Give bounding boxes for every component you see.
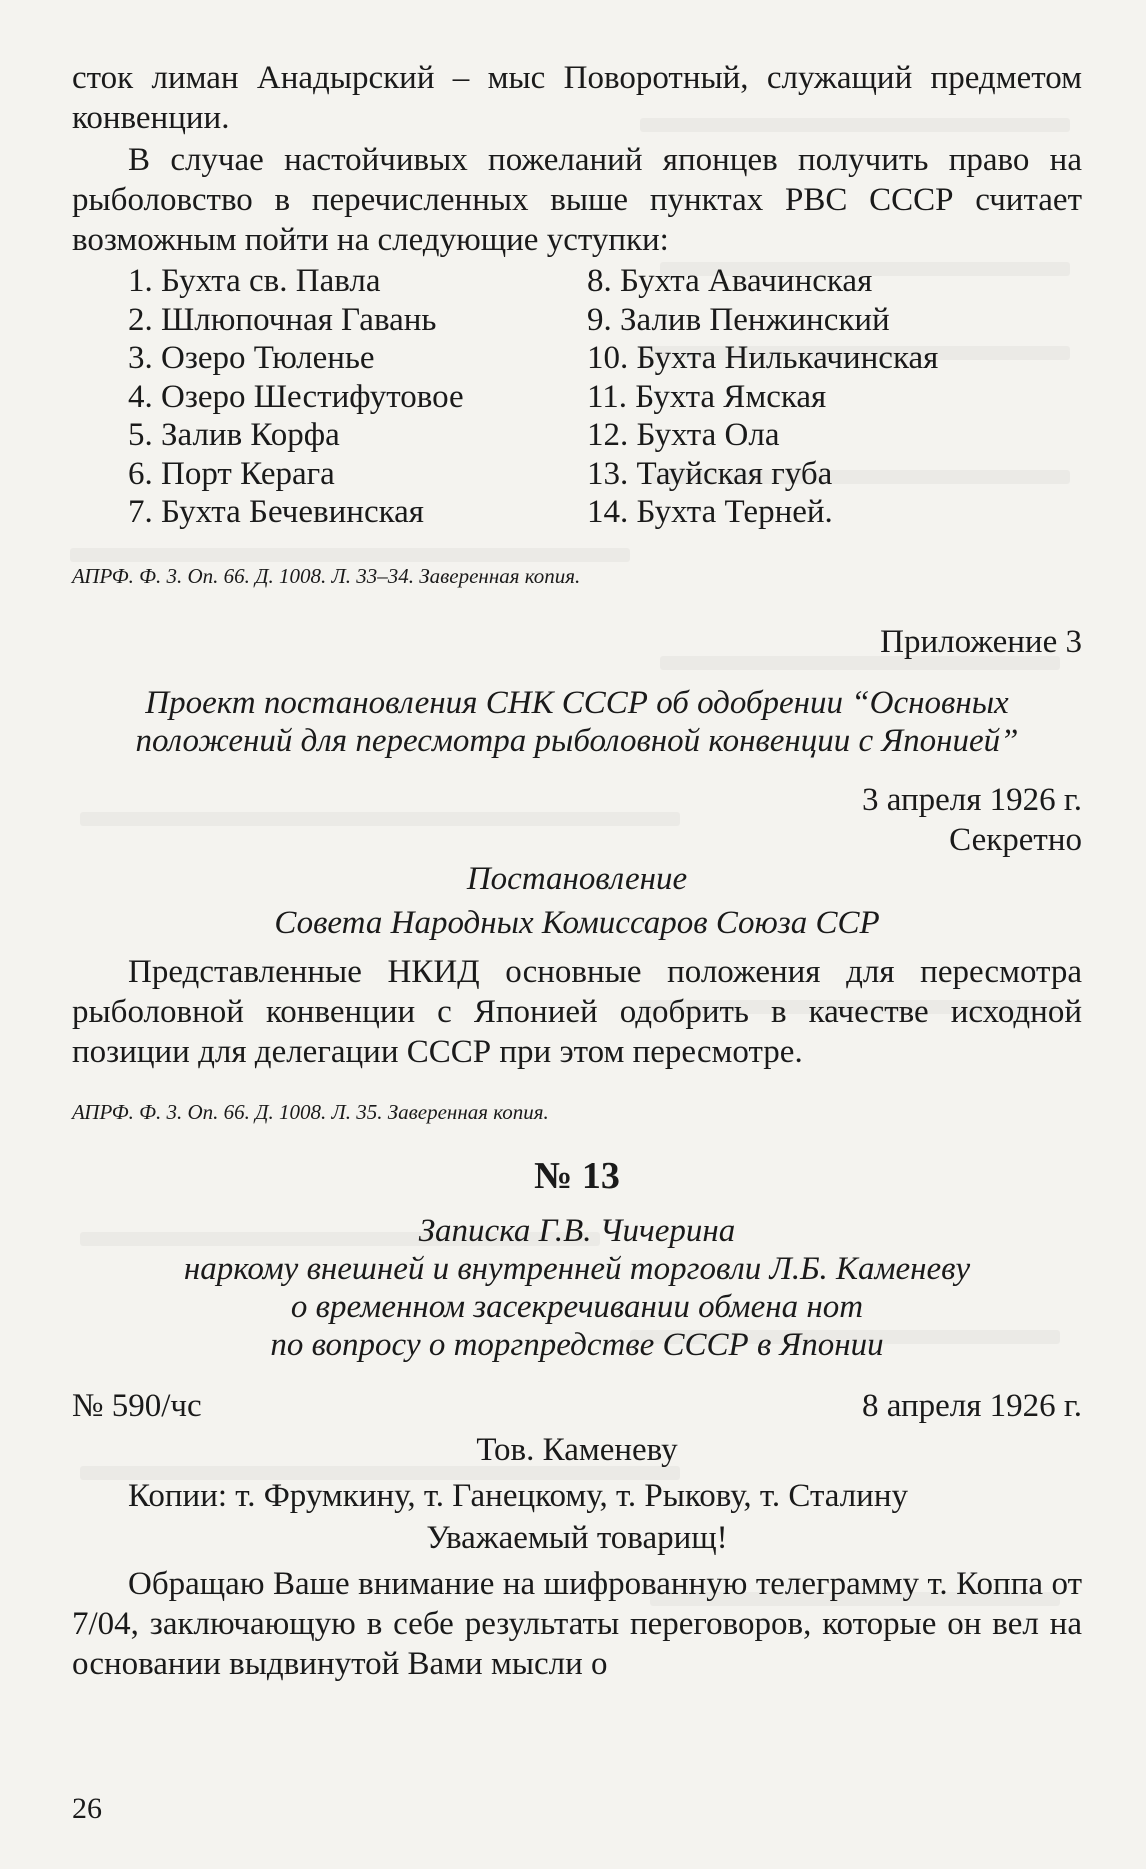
concessions-list <box>72 262 1082 532</box>
addressee: Тов. Каменеву <box>476 1431 678 1468</box>
list-item: 14. Бухта Терней. <box>587 494 833 530</box>
list-item: 8. Бухта Авачинская <box>587 263 873 299</box>
concessions-paragraph: В случае настойчивых пожеланий японцев получить право на рыболовство в перечисленных выше пунктах РВС СССР считает возможным пойти на следующие уступки: <box>72 142 1082 258</box>
appendix-label: Приложение 3 <box>880 623 1082 660</box>
appendix-secret-stamp: Секретно <box>949 821 1082 858</box>
list-item: 4. Озеро Шестифутовое <box>128 378 464 415</box>
copies-line: Копии: т. Фрумкину, т. Ганецкому, т. Рыкову, т. Сталину <box>128 1477 908 1514</box>
note-title-line: Записка Г.В. Чичерина <box>418 1212 736 1249</box>
concessions-list-right <box>587 262 1082 532</box>
source-citation-2: АПРФ. Ф. 3. Оп. 66. Д. 1008. Л. 35. Заверенная копия. <box>72 1099 549 1124</box>
salutation: Уважаемый товарищ! <box>426 1519 728 1556</box>
list-item: 5. Залив Корфа <box>128 417 340 453</box>
resolution-issuer: Совета Народных Комиссаров Союза ССР <box>274 904 880 941</box>
list-item: 13. Тауйская губа <box>587 455 833 492</box>
list-item: 11. Бухта Ямская <box>587 378 827 415</box>
document-number: № 13 <box>534 1154 620 1197</box>
source-citation-1: АПРФ. Ф. 3. Оп. 66. Д. 1008. Л. 33–34. Заверенная копия. <box>72 563 581 588</box>
list-item: 6. Порт Керага <box>128 455 335 492</box>
note-title <box>72 1212 1082 1364</box>
appendix-date: 3 апреля 1926 г. <box>862 781 1082 818</box>
resolution-heading: Постановление <box>466 860 688 897</box>
note-title-line: о временном засекречивании обмена нот <box>290 1288 864 1325</box>
resolution-text: Представленные НКИД основные положения для пересмотра рыболовной конвенции с Японией одобрить в качестве исходной позиции для делегации СССР при этом пересмотре. <box>72 953 1082 1070</box>
intro-paragraph: сток лиман Анадырский – мыс Поворотный, служащий предметом конвенции. <box>72 60 1082 136</box>
appendix-title: Проект постановления СНК СССР об одобрении “Основных положений для пересмотра рыболовной конвенции с Японией” <box>135 684 1019 759</box>
note-ref-row <box>72 1386 1082 1426</box>
note-reference-number: № 590/чс <box>72 1387 202 1424</box>
list-item: 2. Шлюпочная Гавань <box>128 301 437 338</box>
list-item: 12. Бухта Ола <box>587 417 780 453</box>
note-title-line: наркому внешней и внутренней торговли Л.Б. Каменеву <box>183 1250 971 1287</box>
list-item: 9. Залив Пенжинский <box>587 301 890 338</box>
page-number: 26 <box>72 1792 102 1825</box>
note-date: 8 апреля 1926 г. <box>862 1387 1082 1424</box>
note-title-line: по вопросу о торгпредстве СССР в Японии <box>270 1326 884 1363</box>
concessions-list-left <box>72 262 587 532</box>
list-item: 10. Бухта Нилькачинская <box>587 340 939 376</box>
list-item: 1. Бухта св. Павла <box>128 263 381 299</box>
list-item: 7. Бухта Бечевинская <box>128 494 424 530</box>
letter-text: Обращаю Ваше внимание на шифрованную телеграмму т. Коппа от 7/04, заключающую в себе результаты переговоров, которые он вел на основании выдвинутой Вами мысли о <box>72 1565 1082 1682</box>
list-item: 3. Озеро Тюленье <box>128 340 375 376</box>
